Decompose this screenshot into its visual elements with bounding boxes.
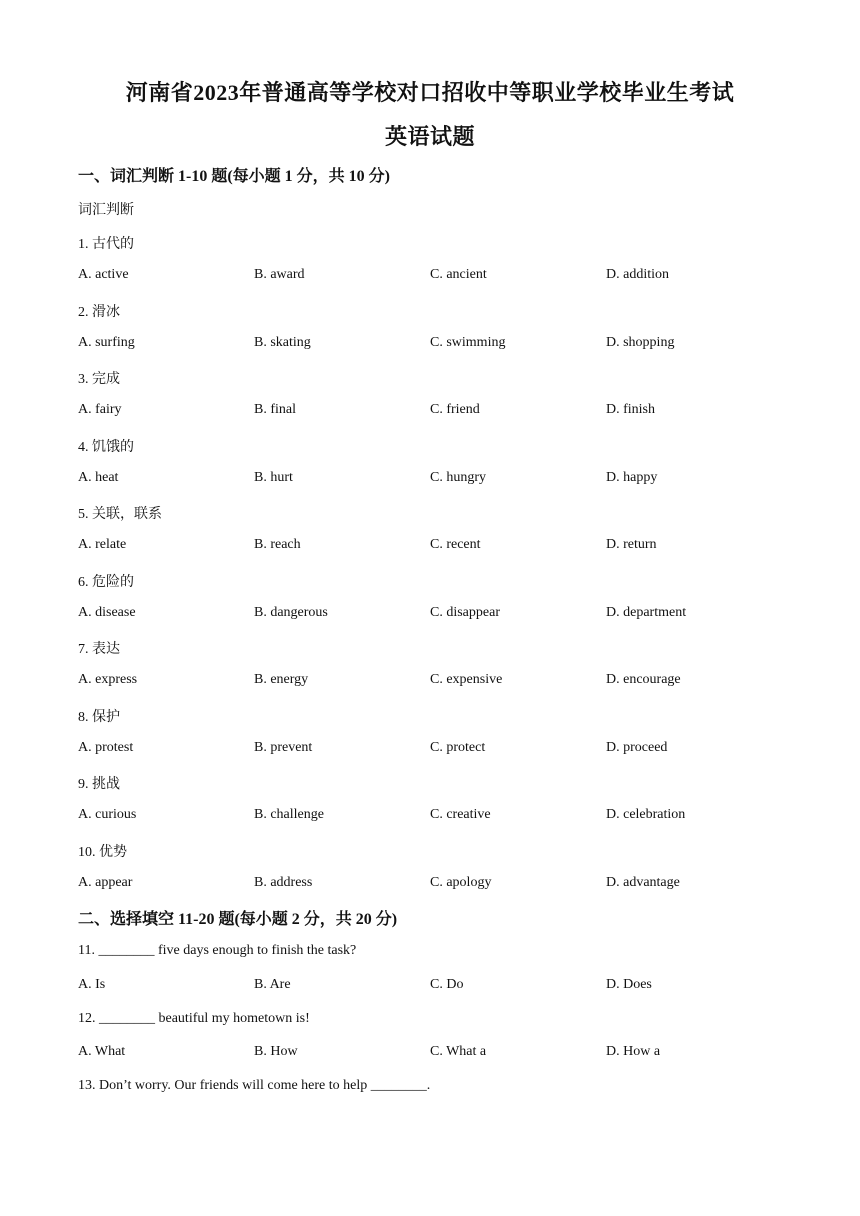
section-heading-vocabulary: 一、词汇判断 1-10 题(每小题 1 分，共 10 分) <box>78 168 390 185</box>
options-row <box>78 335 778 355</box>
question-stem: 4. 饥饿的 <box>78 440 134 455</box>
option-c: C. recent <box>430 537 481 552</box>
exam-subtitle: 英语试题 <box>384 124 475 149</box>
option-d: D. encourage <box>606 672 681 687</box>
option-b: B. energy <box>254 672 309 687</box>
options-row <box>78 1044 778 1064</box>
option-d: D. shopping <box>606 335 675 350</box>
option-c: C. ancient <box>430 267 487 282</box>
question-stem: 1. 古代的 <box>78 237 134 252</box>
option-c: C. What a <box>430 1044 487 1059</box>
option-b: B. address <box>254 875 313 890</box>
options-row <box>78 807 778 827</box>
options-row <box>78 740 778 760</box>
options-row <box>78 977 778 997</box>
options-row <box>78 605 778 625</box>
option-b: B. final <box>254 402 296 417</box>
options-row <box>78 672 778 692</box>
option-d: D. department <box>606 605 687 620</box>
question-stem: 7. 表达 <box>78 642 120 657</box>
option-d: D. finish <box>606 402 655 417</box>
question-stem: 6. 危险的 <box>78 575 134 590</box>
option-b: B. challenge <box>254 807 324 822</box>
option-a: A. appear <box>78 875 133 890</box>
question-stem: 8. 保护 <box>78 710 120 725</box>
option-d: D. return <box>606 537 657 552</box>
question-stem: 13. Don’t worry. Our friends will come here to help ________. <box>78 1078 431 1093</box>
option-a: A. protest <box>78 740 134 755</box>
option-a: A. active <box>78 267 129 282</box>
question-stem: 10. 优势 <box>78 845 127 860</box>
option-c: C. friend <box>430 402 480 417</box>
section-heading-multiple-choice: 二、选择填空 11-20 题(每小题 2 分，共 20 分) <box>78 911 398 928</box>
option-a: A. express <box>78 672 138 687</box>
option-b: B. hurt <box>254 470 293 485</box>
option-c: C. swimming <box>430 335 506 350</box>
exam-title: 河南省2023年普通高等学校对口招收中等职业学校毕业生考试 <box>125 80 735 105</box>
question-stem: 3. 完成 <box>78 372 120 387</box>
options-row <box>78 875 778 895</box>
option-c: C. apology <box>430 875 492 890</box>
option-d: D. Does <box>606 977 652 992</box>
option-a: A. curious <box>78 807 137 822</box>
option-d: D. proceed <box>606 740 668 755</box>
options-row <box>78 402 778 422</box>
option-c: C. Do <box>430 977 464 992</box>
option-a: A. fairy <box>78 402 122 417</box>
question-stem: 2. 滑冰 <box>78 305 120 320</box>
option-a: A. What <box>78 1044 126 1059</box>
question-stem: 5. 关联，联系 <box>78 507 162 522</box>
option-b: B. prevent <box>254 740 313 755</box>
option-c: C. disappear <box>430 605 500 620</box>
question-stem: 12. ________ beautiful my hometown is! <box>78 1011 310 1026</box>
options-row <box>78 470 778 490</box>
option-d: D. advantage <box>606 875 680 890</box>
option-b: B. How <box>254 1044 298 1059</box>
options-row <box>78 267 778 287</box>
option-d: D. addition <box>606 267 669 282</box>
option-b: B. skating <box>254 335 311 350</box>
option-b: B. dangerous <box>254 605 328 620</box>
option-b: B. reach <box>254 537 301 552</box>
question-stem: 9. 挑战 <box>78 777 120 792</box>
option-c: C. protect <box>430 740 486 755</box>
option-d: D. celebration <box>606 807 686 822</box>
option-a: A. Is <box>78 977 106 992</box>
section-intro: 词汇判断 <box>78 203 134 218</box>
option-b: B. Are <box>254 977 291 992</box>
option-c: C. creative <box>430 807 491 822</box>
option-a: A. surfing <box>78 335 135 350</box>
option-c: C. hungry <box>430 470 486 485</box>
option-d: D. happy <box>606 470 658 485</box>
option-d: D. How a <box>606 1044 661 1059</box>
option-a: A. relate <box>78 537 127 552</box>
question-stem: 11. ________ five days enough to finish the task? <box>78 943 357 958</box>
option-a: A. heat <box>78 470 119 485</box>
option-a: A. disease <box>78 605 136 620</box>
options-row <box>78 537 778 557</box>
option-b: B. award <box>254 267 305 282</box>
option-c: C. expensive <box>430 672 503 687</box>
